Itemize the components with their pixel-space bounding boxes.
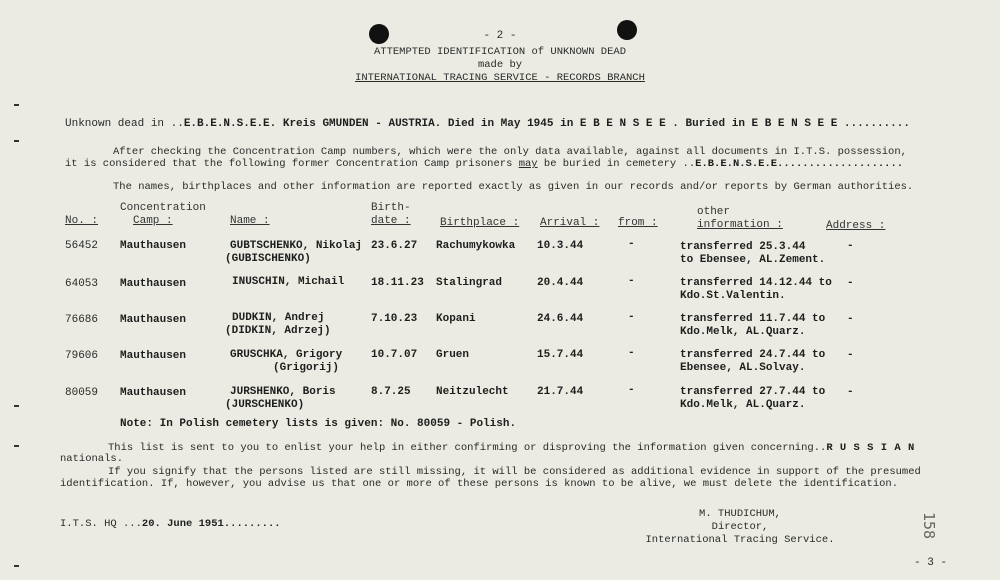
margin-mark — [14, 445, 19, 447]
hq-label: I.T.S. HQ ... — [60, 518, 142, 530]
header-arrival: Arrival : — [540, 217, 600, 229]
signer-name: M. THUDICHUM, — [699, 508, 781, 520]
from-value: - — [628, 347, 635, 359]
header-camp-top: Concentration — [120, 202, 206, 214]
polish-cemetery-note: Note: In Polish cemetery lists is given: No. 80059 - Polish. — [120, 418, 517, 430]
other-info-line1: transferred 24.7.44 to — [680, 349, 826, 361]
prisoner-name: JURSHENKO, Boris — [230, 386, 336, 398]
margin-mark — [14, 405, 19, 407]
next-page-number: - 3 - — [914, 557, 948, 569]
birthdate: 8.7.25 — [371, 386, 411, 398]
other-info-line2: Kdo.St.Valentin. — [680, 290, 786, 302]
from-value: - — [628, 384, 635, 396]
margin-mark — [14, 565, 19, 567]
birthdate: 23.6.27 — [371, 240, 418, 252]
birthdate: 7.10.23 — [371, 313, 418, 325]
dot-leader: ......... — [850, 118, 910, 130]
request-text: This list is sent to you to enlist your help in either confirming or disproving the information given concerning.. — [108, 442, 827, 454]
document-subtitle: made by — [477, 59, 523, 71]
unknown-dead-label: Unknown dead in .. — [65, 118, 184, 130]
arrival-date: 24.6.44 — [537, 313, 584, 325]
birthplace: Neitzulecht — [436, 386, 509, 398]
dot-leader: ......... — [223, 518, 281, 530]
birthdate: 10.7.07 — [371, 349, 418, 361]
hq-date: 20. June 1951 — [141, 518, 224, 530]
prisoner-number: 76686 — [65, 314, 99, 326]
dot-leader: ................... — [783, 158, 904, 170]
hq-date-line — [60, 518, 281, 530]
prisoner-name: GUBTSCHENKO, Nikolaj — [230, 240, 363, 252]
header-birthplace: Birthplace : — [440, 217, 520, 229]
other-info-line1: transferred 25.3.44 — [680, 241, 806, 253]
arrival-date: 10.3.44 — [537, 240, 584, 252]
prisoner-name-alt: (JURSCHENKO) — [225, 399, 305, 411]
punch-hole-right — [617, 20, 637, 40]
intro-text-2: be buried in cemetery .. — [543, 158, 696, 170]
from-value: - — [628, 311, 635, 323]
unknown-dead-value: E.B.E.N.S.E.E. Kreis GMUNDEN - AUSTRIA. Died in May 1945 in E B E N S E E . Buried in E B E N S E E . — [183, 118, 851, 130]
intro-may: may — [518, 158, 538, 170]
header-birthdate-top: Birth- — [371, 202, 411, 214]
prisoner-number: 56452 — [65, 240, 99, 252]
unknown-dead-line — [65, 118, 910, 130]
arrival-date: 20.4.44 — [537, 277, 584, 289]
birthplace: Kopani — [436, 313, 476, 325]
camp-name: Mauthausen — [120, 387, 187, 399]
other-info-line1: transferred 27.7.44 to — [680, 386, 826, 398]
names-notice: The names, birthplaces and other information are reported exactly as given in our records and/or reports by German authorities. — [113, 181, 914, 193]
prisoner-number: 79606 — [65, 350, 99, 362]
header-camp-bottom: Camp : — [133, 215, 173, 227]
birthdate: 18.11.23 — [371, 277, 424, 289]
margin-mark — [14, 104, 19, 106]
issuing-organization: INTERNATIONAL TRACING SERVICE - RECORDS BRANCH — [355, 72, 645, 84]
cemetery-name: E.B.E.N.S.E.E. — [695, 158, 784, 170]
page-number: - 2 - — [483, 30, 517, 42]
prisoner-name-alt: (GUBISCHENKO) — [225, 253, 311, 265]
prisoner-name-alt: (Grigorij) — [273, 362, 340, 374]
header-no: No. : — [65, 215, 99, 227]
prisoner-number: 64053 — [65, 278, 99, 290]
other-info-line1: transferred 11.7.44 to — [680, 313, 826, 325]
intro-paragraph-line2 — [65, 158, 903, 170]
address-value: - — [847, 386, 854, 398]
camp-name: Mauthausen — [120, 278, 187, 290]
nationality-value: R U S S I A N — [826, 442, 915, 454]
signify-line2: identification. If, however, you advise us that one or more of these persons is known to be alive, we must delete the identification. — [60, 478, 899, 490]
signer-organization: International Tracing Service. — [645, 534, 835, 546]
prisoner-name-alt: (DIDKIN, Adrzej) — [225, 325, 331, 337]
header-other-bottom: information : — [697, 219, 783, 231]
birthplace: Rachumykowka — [436, 240, 516, 252]
address-value: - — [847, 277, 854, 289]
header-other-top: other — [697, 206, 731, 218]
signer-title: Director, — [711, 521, 769, 533]
address-value: - — [847, 240, 854, 252]
prisoner-name: DUDKIN, Andrej — [232, 312, 325, 324]
other-info-line1: transferred 14.12.44 to — [680, 277, 832, 289]
arrival-date: 15.7.44 — [537, 349, 584, 361]
from-value: - — [628, 238, 635, 250]
other-info-line2: Ebensee, AL.Solvay. — [680, 362, 806, 374]
intro-text: it is considered that the following former Concentration Camp prisoners — [65, 158, 513, 170]
header-from: from : — [618, 217, 658, 229]
other-info-line2: Kdo.Melk, AL.Quarz. — [680, 399, 806, 411]
prisoner-name: INUSCHIN, Michail — [232, 276, 345, 288]
other-info-line2: to Ebensee, AL.Zement. — [680, 254, 826, 266]
intro-paragraph-line1: After checking the Concentration Camp numbers, which were the only data available, against all documents in I.T.S. possession, — [113, 146, 907, 158]
header-birthdate-bottom: date : — [371, 215, 411, 227]
request-line — [108, 442, 915, 454]
birthplace: Gruen — [436, 349, 470, 361]
from-value: - — [628, 275, 635, 287]
document-title: ATTEMPTED IDENTIFICATION of UNKNOWN DEAD — [373, 46, 627, 58]
margin-mark — [14, 140, 19, 142]
arrival-date: 21.7.44 — [537, 386, 584, 398]
camp-name: Mauthausen — [120, 350, 187, 362]
camp-name: Mauthausen — [120, 314, 187, 326]
header-name: Name : — [230, 215, 270, 227]
signify-line1: If you signify that the persons listed are still missing, it will be considered as additional evidence in support of the presumed — [108, 466, 921, 478]
prisoner-number: 80059 — [65, 387, 99, 399]
header-address: Address : — [826, 220, 886, 232]
address-value: - — [847, 313, 854, 325]
camp-name: Mauthausen — [120, 240, 187, 252]
punch-hole-left — [369, 24, 389, 44]
address-value: - — [847, 349, 854, 361]
archive-stamp-number: 158 — [920, 512, 938, 540]
prisoner-name: GRUSCHKA, Grigory — [230, 349, 343, 361]
birthplace: Stalingrad — [436, 277, 503, 289]
request-line2: nationals. — [60, 453, 124, 465]
other-info-line2: Kdo.Melk, AL.Quarz. — [680, 326, 806, 338]
